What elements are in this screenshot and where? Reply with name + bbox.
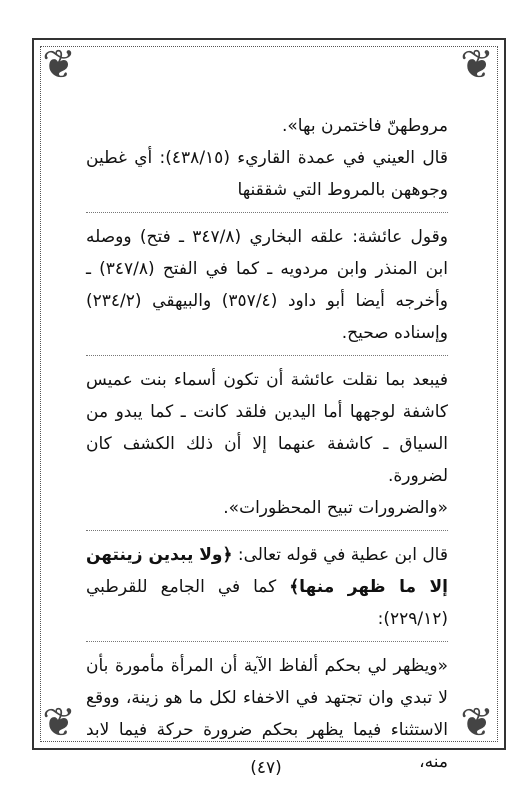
- paragraph-4: فيبعد بما نقلت عائشة أن تكون أسماء بنت عميس كاشفة لوجهها أما اليدين فلقد كانت ـ كما يبدو من السياق ـ كاشفة عنهما إلا أن ذلك الكشف كان لضرورة.: [86, 370, 448, 486]
- divider: [86, 212, 448, 213]
- divider: [86, 641, 448, 642]
- paragraph-6-source: كما في الجامع للقرطبي (٢٢٩/١٢):: [86, 577, 448, 629]
- corner-ornament-icon: ❦: [42, 700, 76, 746]
- paragraph-2: قال العيني في عمدة القاريء (٤٣٨/١٥): أي غطين وجوههن بالمروط التي شققنها: [86, 148, 448, 200]
- divider: [86, 355, 448, 356]
- corner-ornament-icon: ❦: [460, 700, 494, 746]
- paragraph-6-intro: قال ابن عطية في قوله تعالى:: [232, 545, 448, 565]
- paragraph-3: وقول عائشة: علقه البخاري (٣٤٧/٨ ـ فتح) ووصله ابن المنذر وابن مردويه ـ كما في الفتح (٣٤٧/٨) ـ وأخرجه أيضا أبو داود (٣٥٧/٤) والبيهقي (٢٣٤/٢) وإسناده صحيح.: [86, 227, 449, 343]
- page-body: [86, 110, 448, 778]
- corner-ornament-icon: ❦: [42, 42, 76, 88]
- corner-ornament-icon: ❦: [460, 42, 494, 88]
- divider: [86, 530, 448, 531]
- quran-quote: ﴿ولا يبدين زينتهن إلا ما ظهر منها﴾: [86, 545, 448, 597]
- page-number: (٤٧): [250, 758, 282, 778]
- paragraph-6: [86, 539, 448, 635]
- paragraph-7: «ويظهر لي بحكم ألفاظ الآية أن المرأة مأمورة بأن لا تبدي وان تجتهد في الاخفاء لكل ما هو زينة، ووقع الاستثناء فيما يظهر بحكم ضرورة حركة فيما لابد منه،: [86, 656, 448, 772]
- paragraph-5: «والضرورات تبيح المحظورات».: [223, 498, 448, 518]
- paragraph-1: مروطهنّ فاختمرن بها».: [282, 116, 448, 136]
